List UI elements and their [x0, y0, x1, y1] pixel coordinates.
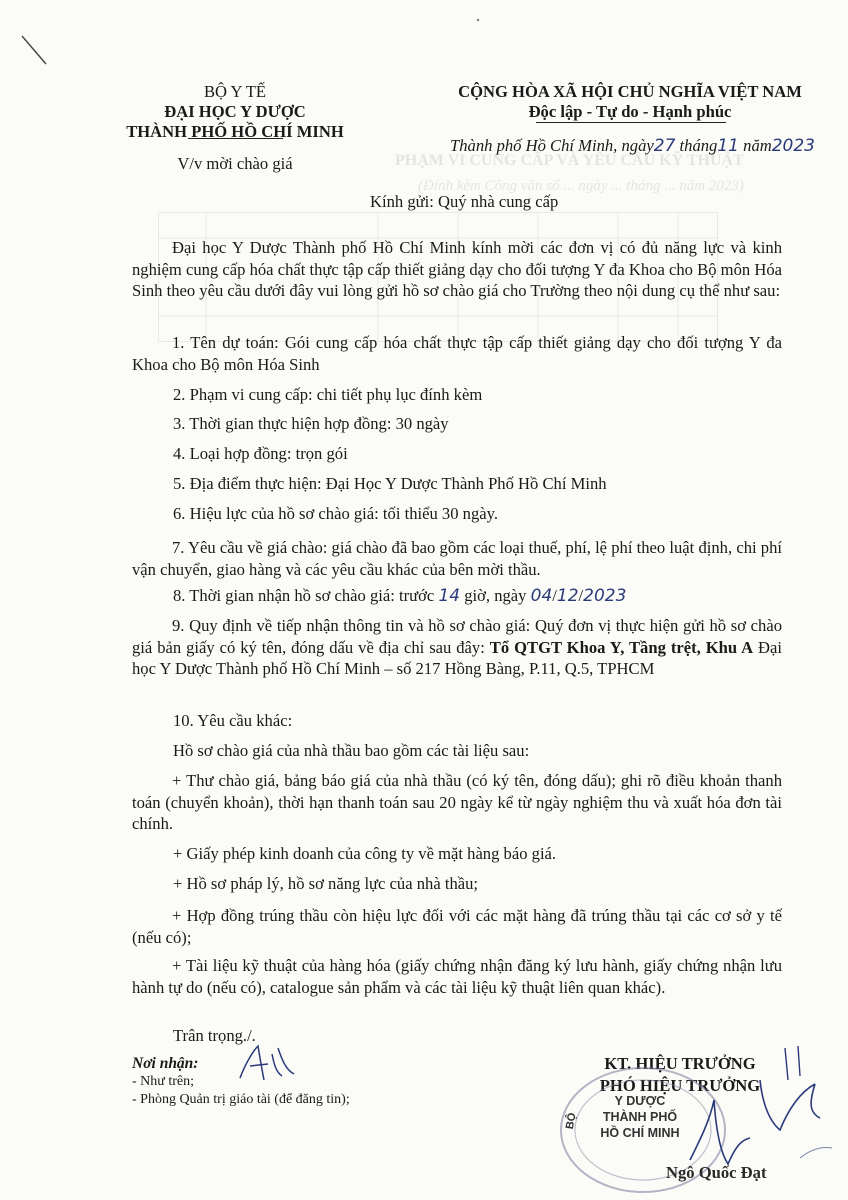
intro-paragraph: Đại học Y Dược Thành phố Hồ Chí Minh kính mời các đơn vị có đủ năng lực và kinh nghiệm cung cấp hóa chất thực tập cấp thiết giảng dạy cho đối tượng Y đa Khoa cho Bộ môn Hóa Sinh theo yêu cầu dưới đây vui lòng gửi hồ sơ chào giá cho Trường theo nội dung cụ thể như sau:	[132, 238, 782, 300]
date-line	[450, 136, 815, 156]
document-3: + Hồ sơ pháp lý, hồ sơ năng lực của nhà thầu;	[173, 874, 479, 893]
header-rule-left	[188, 138, 283, 139]
item-10: 10. Yêu cầu khác:	[173, 711, 293, 730]
stamp-line-1: Y DƯỢC	[614, 1094, 666, 1108]
date-prefix: Thành phố Hồ Chí Minh, ngày	[450, 136, 654, 155]
right-header	[430, 82, 830, 122]
item-9	[132, 615, 782, 680]
item-6: 6. Hiệu lực của hồ sơ chào giá: tối thiểu 30 ngày.	[173, 504, 498, 523]
stamp-line-2: THÀNH PHỐ	[602, 1110, 678, 1124]
item-2: 2. Phạm vi cung cấp: chi tiết phụ lục đính kèm	[173, 385, 483, 404]
recipients-label: Nơi nhận:	[132, 1055, 199, 1072]
date-year-label: năm	[743, 136, 772, 155]
ghost-text-subtitle: (Đính kèm Công văn số ... ngày ... tháng ... năm 2023)	[418, 178, 744, 194]
subject-line: V/v mời chào giá	[177, 154, 293, 173]
country-name: CỘNG HÒA XÃ HỘI CHỦ NGHĨA VIỆT NAM	[458, 82, 802, 101]
date-month-label: tháng	[679, 136, 718, 155]
item-9-address-bold: Tổ QTGT Khoa Y, Tầng trệt, Khu A	[489, 637, 754, 657]
recipient-2: - Phòng Quản trị giáo tài (để đăng tin);	[132, 1092, 350, 1107]
signatory-name: Ngô Quốc Đạt	[666, 1163, 767, 1182]
item-5: 5. Địa điểm thực hiện: Đại Học Y Dược Thành Phố Hồ Chí Minh	[173, 474, 607, 493]
motto: Độc lập - Tự do - Hạnh phúc	[528, 102, 732, 121]
recipient-1: - Như trên;	[132, 1074, 195, 1089]
item-9-start: 9. Quy định về tiếp nhận thông tin và hồ sơ chào giá: Quý đơn vị thực hiện gửi hồ sơ chào giá bản giấy có ký tên, đóng dấu về địa chỉ sau đây:	[132, 616, 782, 657]
ministry-name: BỘ Y TẾ	[203, 82, 267, 101]
document-4: + Hợp đồng trúng thầu còn hiệu lực đối với các mặt hàng đã trúng thầu tại các cơ sở y tế (nếu có);	[132, 906, 782, 947]
item-7: 7. Yêu cầu về giá chào: giá chào đã bao gồm các loại thuế, phí, lệ phí theo luật định, chi phí vận chuyển, giao hàng và các yêu cầu khác của bên mời thầu.	[132, 538, 782, 579]
document-5: + Tài liệu kỹ thuật của hàng hóa (giấy chứng nhận đăng ký lưu hành, giấy chứng nhận lưu hành tự do (nếu có), catalogue sản phẩm và các tài liệu kỹ thuật liên quan khác).	[132, 956, 782, 997]
item-8-day: 04	[530, 586, 553, 606]
item-9-end: Đại học Y Dược Thành phố Hồ Chí Minh – số 217 Hồng Bàng, P.11, Q.5, TPHCM	[132, 637, 782, 678]
date-day: 27	[653, 136, 676, 156]
item-8-mid: giờ, ngày	[464, 586, 527, 605]
stamp-line-3: HỒ CHÍ MINH	[600, 1126, 680, 1140]
university-name-line2: THÀNH PHỐ HỒ CHÍ MINH	[126, 122, 344, 141]
item-8-year: 2023	[583, 586, 627, 606]
date-year: 2023	[771, 136, 815, 156]
greeting: Kính gửi: Quý nhà cung cấp	[370, 192, 559, 211]
initials-signature	[232, 1040, 302, 1090]
item-8-hour: 14	[438, 586, 461, 606]
documents-intro: Hồ sơ chào giá của nhà thầu bao gồm các tài liệu sau:	[173, 741, 530, 760]
closing: Trân trọng./.	[173, 1026, 256, 1045]
stamp-side-text: BỘ	[563, 1111, 579, 1131]
university-name-line1: ĐẠI HỌC Y DƯỢC	[164, 102, 306, 121]
document-2: + Giấy phép kinh doanh của công ty về mặt hàng báo giá.	[173, 844, 557, 863]
item-4: 4. Loại hợp đồng: trọn gói	[173, 444, 348, 463]
date-month: 11	[717, 136, 739, 156]
item-1: 1. Tên dự toán: Gói cung cấp hóa chất thực tập cấp thiết giảng dạy cho đối tượng Y đa Khoa cho Bộ môn Hóa Sinh	[132, 333, 782, 374]
item-8: 8. Thời gian nhận hồ sơ chào giá: trước 14 giờ, ngày 04/12/2023	[173, 586, 627, 606]
item-8-month: 12	[556, 586, 579, 606]
ghost-text-title: PHẠM VI CUNG CẤP VÀ YÊU CẦU KỸ THUẬT	[395, 152, 744, 169]
item-8-prefix: 8. Thời gian nhận hồ sơ chào giá: trước	[173, 586, 435, 605]
item-3: 3. Thời gian thực hiện hợp đồng: 30 ngày	[173, 414, 449, 433]
signatory-title-2: PHÓ HIỆU TRƯỞNG	[599, 1076, 761, 1095]
header-rule-right	[536, 122, 726, 123]
document-1: + Thư chào giá, bảng báo giá của nhà thầu (có ký tên, đóng dấu); ghi rõ điều khoản thanh toán (chuyển khoản), thời hạn thanh toán sau 20 ngày kể từ ngày nghiệm thu và xuất hóa đơn tài chính.	[132, 771, 782, 833]
left-header	[120, 82, 350, 142]
signatory-title-1: KT. HIỆU TRƯỞNG	[604, 1054, 756, 1073]
